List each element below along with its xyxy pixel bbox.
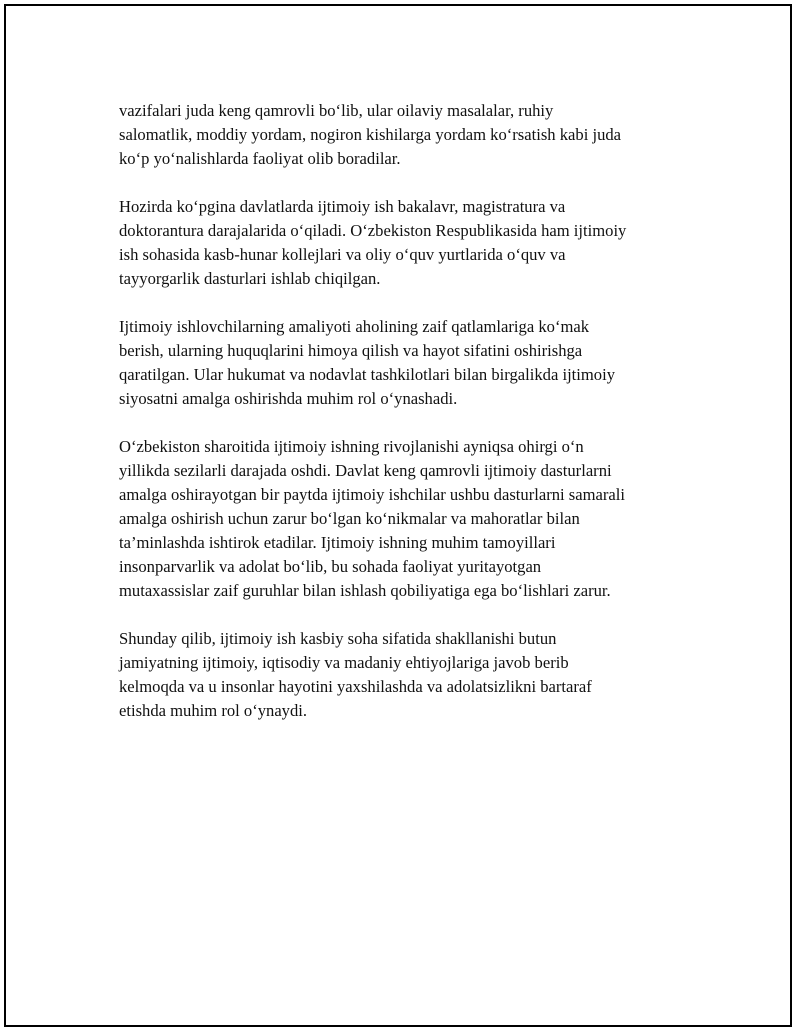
text-line: etishda muhim rol o‘ynaydi. [119, 701, 308, 720]
text-line: mutaxassislar zaif guruhlar bilan ishlash qobiliyatiga ega bo‘lishlari zarur. [119, 581, 611, 600]
text-line: vazifalari juda keng qamrovli bo‘lib, ular oilaviy masalalar, ruhiy [119, 101, 554, 120]
text-line: jamiyatning ijtimoiy, iqtisodiy va madaniy ehtiyojlariga javob berib [119, 653, 569, 672]
paragraph-1 [119, 99, 699, 171]
paragraph-5 [119, 627, 699, 723]
text-line: O‘zbekiston sharoitida ijtimoiy ishning rivojlanishi ayniqsa ohirgi o‘n [119, 437, 584, 456]
paragraph-4 [119, 435, 699, 603]
paragraph-3 [119, 315, 699, 411]
text-line: ko‘p yo‘nalishlarda faoliyat olib boradilar. [119, 149, 401, 168]
text-line: amalga oshirayotgan bir paytda ijtimoiy ishchilar ushbu dasturlarni samarali [119, 485, 625, 504]
text-line: amalga oshirish uchun zarur bo‘lgan ko‘nikmalar va mahoratlar bilan [119, 509, 580, 528]
page-body-text [119, 99, 699, 747]
text-line: berish, ularning huquqlarini himoya qilish va hayot sifatini oshirishga [119, 341, 583, 360]
text-line: kelmoqda va u insonlar hayotini yaxshilashda va adolatsizlikni bartaraf [119, 677, 592, 696]
text-line: ta’minlashda ishtirok etadilar. Ijtimoiy ishning muhim tamoyillari [119, 533, 556, 552]
page-frame [4, 4, 792, 1027]
text-line: insonparvarlik va adolat bo‘lib, bu sohada faoliyat yuritayotgan [119, 557, 542, 576]
text-line: yillikda sezilarli darajada oshdi. Davlat keng qamrovli ijtimoiy dasturlarni [119, 461, 612, 480]
text-line: salomatlik, moddiy yordam, nogiron kishilarga yordam ko‘rsatish kabi juda [119, 125, 622, 144]
text-line: Shunday qilib, ijtimoiy ish kasbiy soha sifatida shakllanishi butun [119, 629, 557, 648]
text-line: qaratilgan. Ular hukumat va nodavlat tashkilotlari bilan birgalikda ijtimoiy [119, 365, 616, 384]
text-line: Ijtimoiy ishlovchilarning amaliyoti aholining zaif qatlamlariga ko‘mak [119, 317, 590, 336]
text-line: doktorantura darajalarida o‘qiladi. O‘zbekiston Respublikasida ham ijtimoiy [119, 221, 627, 240]
text-line: Hozirda ko‘pgina davlatlarda ijtimoiy ish bakalavr, magistratura va [119, 197, 566, 216]
text-line: tayyorgarlik dasturlari ishlab chiqilgan. [119, 269, 381, 288]
text-line: siyosatni amalga oshirishda muhim rol o‘ynashadi. [119, 389, 458, 408]
text-line: ish sohasida kasb-hunar kollejlari va oliy o‘quv yurtlarida o‘quv va [119, 245, 566, 264]
paragraph-2 [119, 195, 699, 291]
